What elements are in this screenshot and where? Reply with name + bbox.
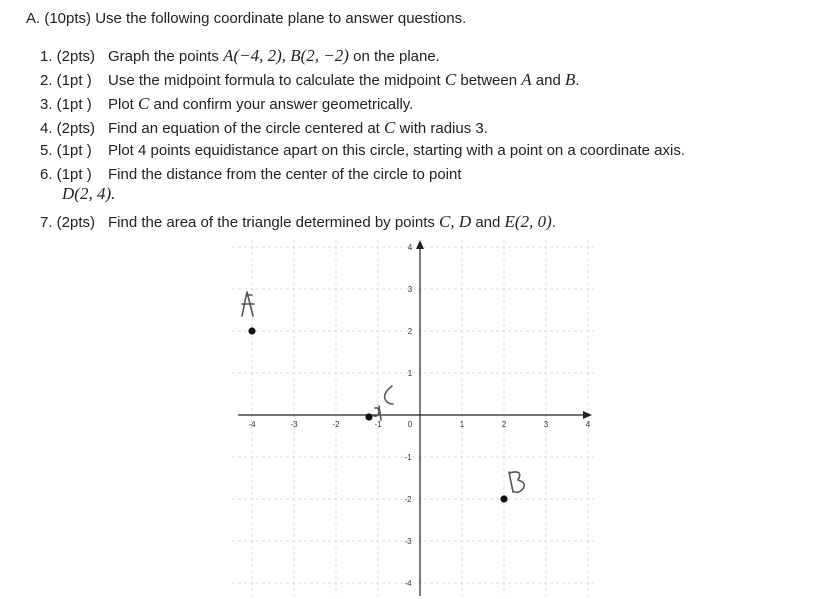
y-tick-label: -1 xyxy=(404,453,412,462)
handwritten-letter-b xyxy=(509,472,524,492)
x-tick-label: -1 xyxy=(374,420,382,429)
y-tick-label: 2 xyxy=(407,327,413,336)
question-3: 3. (1pt ) Plot C and confirm your answer geometrically. xyxy=(40,94,414,113)
x-axis-arrow-icon xyxy=(583,411,592,419)
question-1: 1. (2pts) Graph the points A(−4, 2), B(2, −2) on the plane. xyxy=(40,46,440,65)
x-tick-label: 2 xyxy=(501,420,507,429)
y-axis-arrow-icon xyxy=(416,240,424,249)
point-c xyxy=(365,406,381,421)
question-6-point-d: D(2, 4). xyxy=(62,184,116,203)
x-tick-label: -4 xyxy=(248,420,256,429)
x-tick-label: 1 xyxy=(459,420,465,429)
question-7: 7. (2pts) Find the area of the triangle determined by points C, D and E(2, 0). xyxy=(40,212,556,231)
y-tick-label: -2 xyxy=(404,495,412,504)
x-tick-label: 0 xyxy=(407,420,413,429)
y-tick-label: -4 xyxy=(404,579,412,588)
y-tick-label: 4 xyxy=(407,243,413,252)
x-tick-label: -3 xyxy=(290,420,298,429)
point-a xyxy=(248,327,255,334)
question-2: 2. (1pt ) Use the midpoint formula to calculate the midpoint C between A and B. xyxy=(40,70,580,89)
handwritten-letter-a xyxy=(242,292,254,316)
x-tick-label: 4 xyxy=(585,420,591,429)
question-5: 5. (1pt ) Plot 4 points equidistance apart on this circle, starting with a point on a coordinate axis. xyxy=(40,142,685,159)
y-tick-label: 3 xyxy=(407,285,413,294)
section-header: A. (10pts) Use the following coordinate plane to answer questions. xyxy=(26,10,467,27)
question-4: 4. (2pts) Find an equation of the circle centered at C with radius 3. xyxy=(40,118,488,137)
y-tick-label: 1 xyxy=(407,369,413,378)
x-tick-label: 3 xyxy=(543,420,549,429)
question-6: 6. (1pt ) Find the distance from the center of the circle to point xyxy=(40,166,462,183)
grid xyxy=(232,240,594,596)
coordinate-plane xyxy=(232,240,594,596)
x-tick-label: -2 xyxy=(332,420,340,429)
y-tick-label: -3 xyxy=(404,537,412,546)
point-b xyxy=(500,495,507,502)
handwritten-letter-c xyxy=(385,386,393,404)
